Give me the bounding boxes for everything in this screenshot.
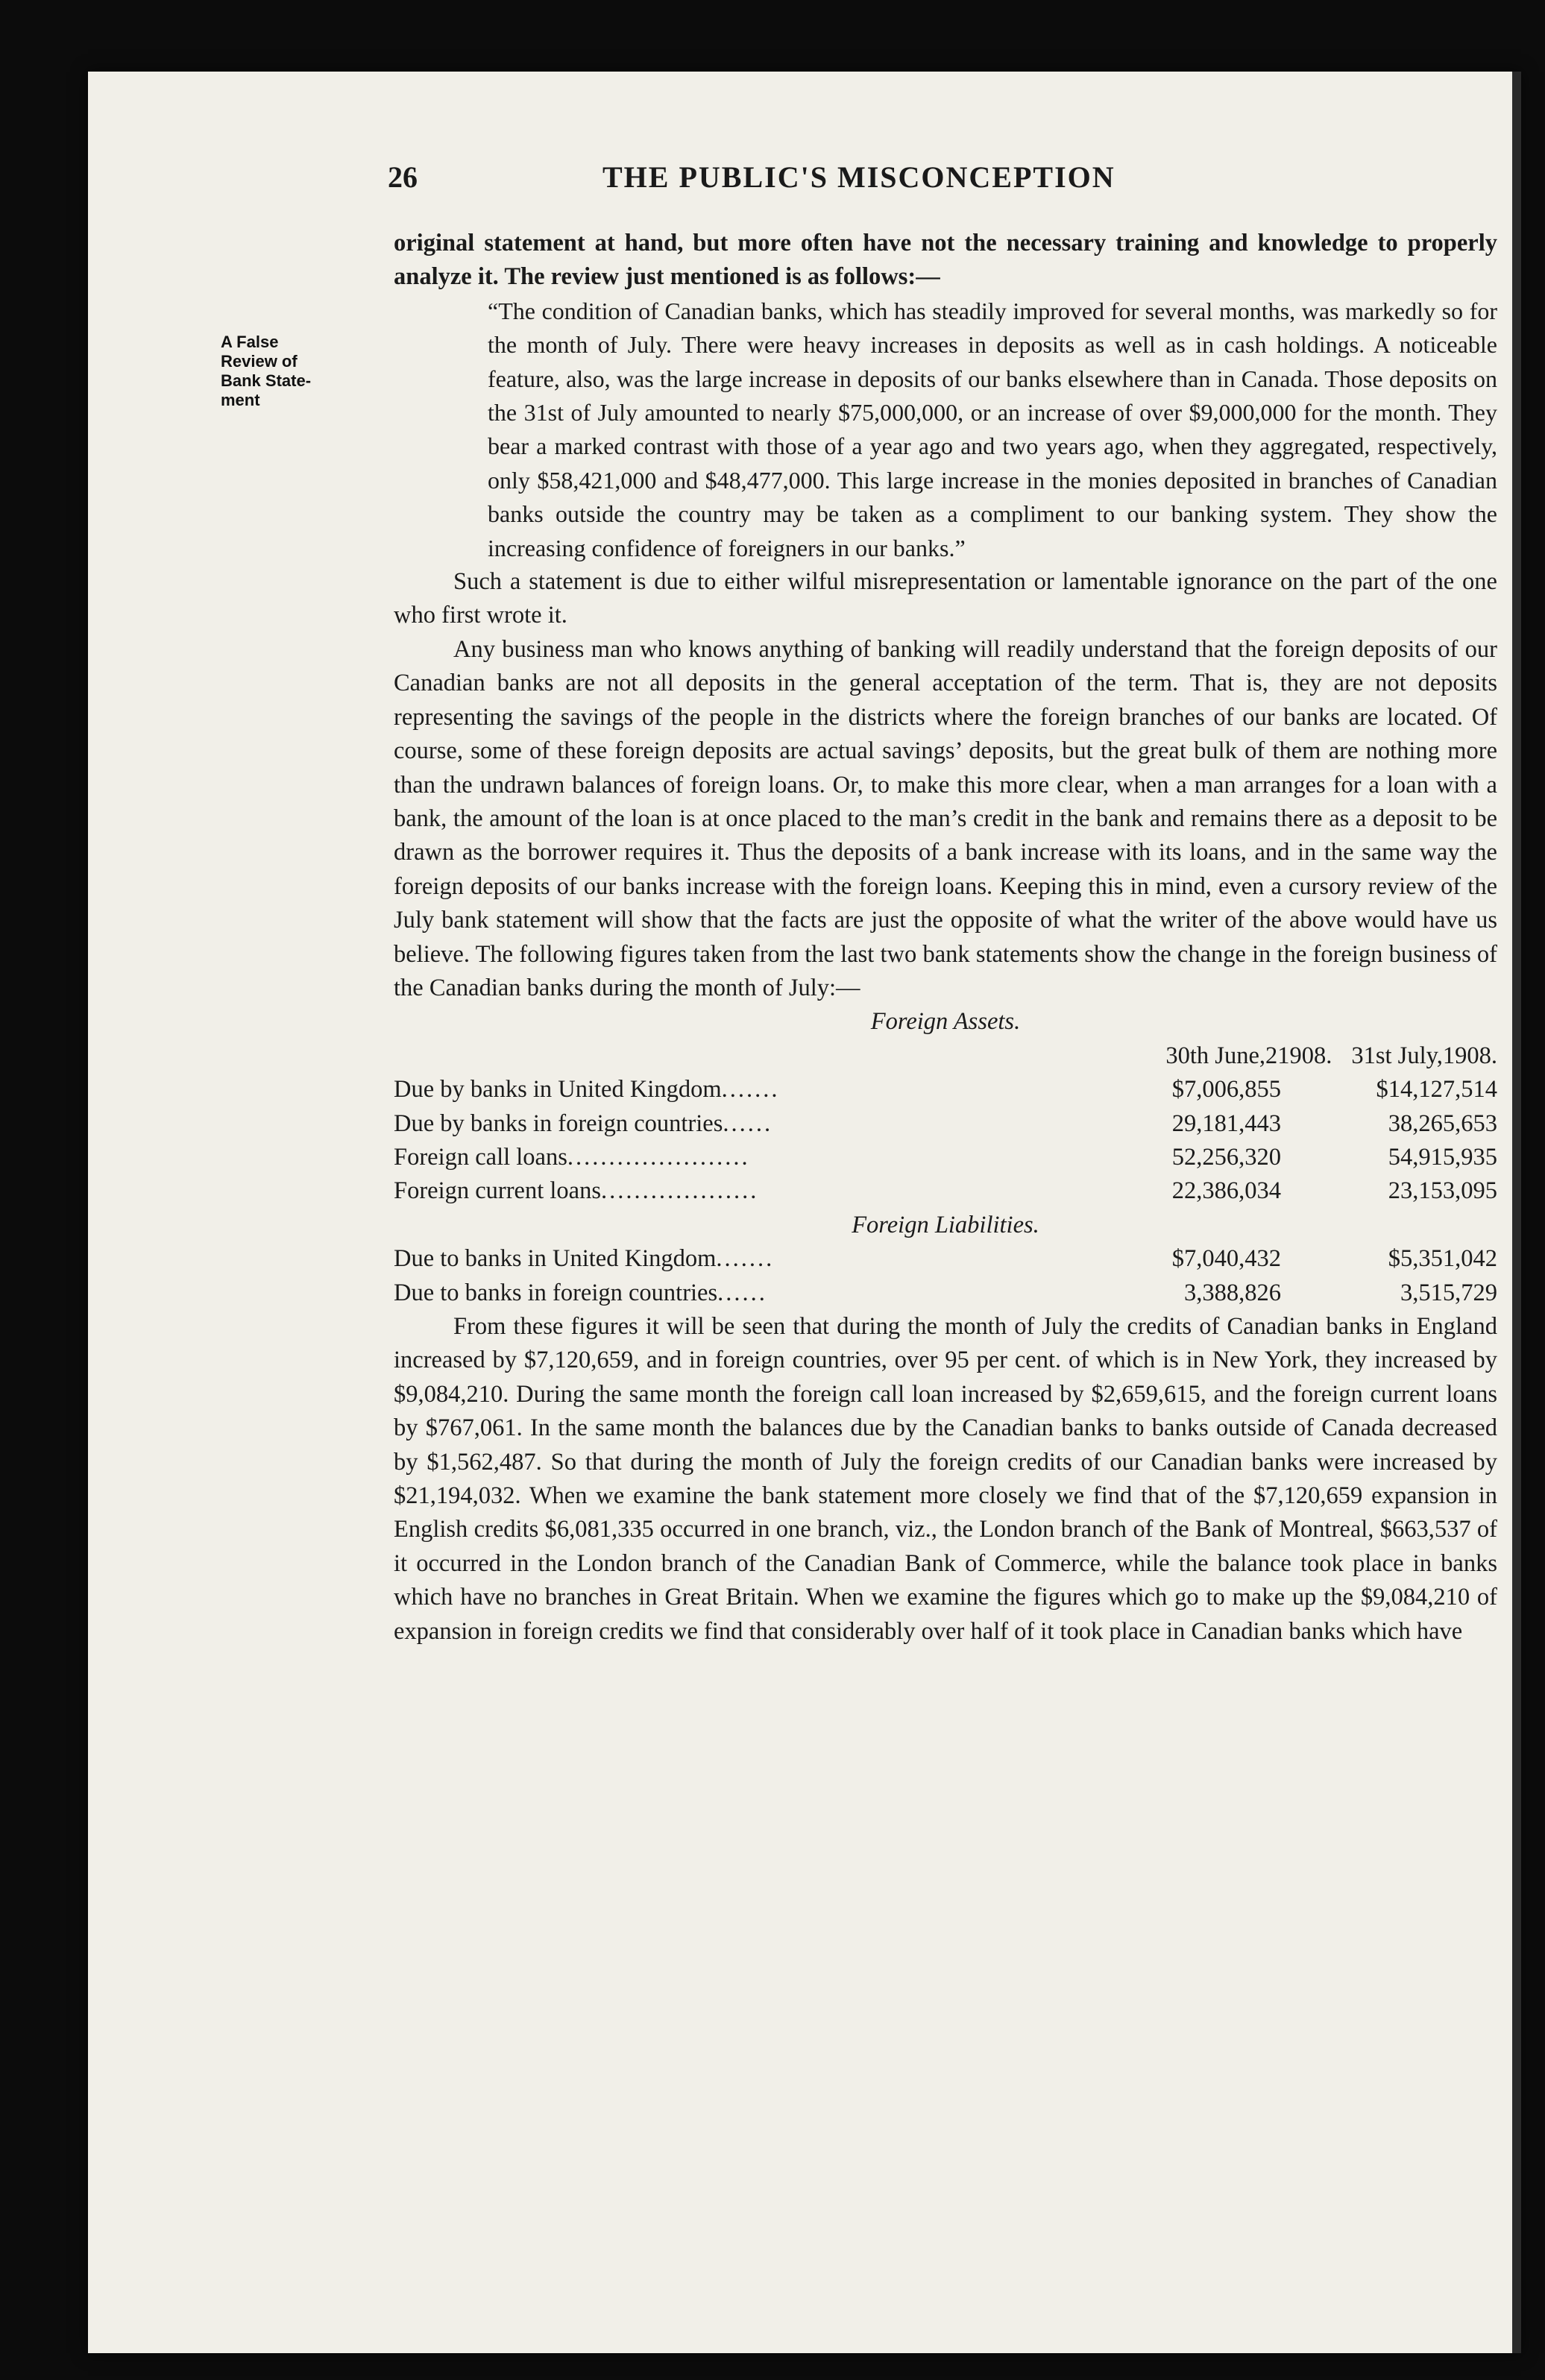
leader-dots: ....... xyxy=(716,1245,775,1273)
value-june: 52,256,320 xyxy=(1171,1143,1281,1171)
intro-paragraph: original statement at hand, but more often have not the necessary training and knowledge to properly analyze it. The review just mentioned is as follows:— xyxy=(394,230,1497,291)
page-header xyxy=(88,160,1521,204)
table-row xyxy=(394,1107,1497,1141)
paragraph: From these figures it will be seen that during the month of July the credits of Canadian banks in England increased by $7,120,659, and in foreign countries, over 95 per cent. of which is in New York, they increased by $9,084,210. During the same month the foreign call loan increased by $2,659,615, and the foreign current loans by $767,061. In the same month the balances due by the Canadian banks to banks outside of Canada decreased by $1,562,487. So that during the month of July the foreign credits of our Canadian banks were increased by $21,194,032. When we examine the bank statement more closely we find that of the $7,120,659 expansion in English credits $6,081,335 occurred in one branch, viz., the London branch of the Bank of Montreal, $663,537 of it occurred in the London branch of the Canadian Bank of Commerce, while the balance took place in banks which have no branches in Great Britain. When we examine the figures which go to make up the $9,084,210 of expansion in foreign credits we find that considerably over half of it took place in Canadian banks which have xyxy=(394,1313,1497,1645)
table-row xyxy=(394,1276,1497,1310)
leader-dots: ...... xyxy=(717,1279,767,1306)
margin-note-line: A False xyxy=(221,333,279,351)
leader-dots: ....... xyxy=(721,1076,780,1104)
value-june: 3,388,826 xyxy=(1184,1279,1281,1306)
paragraph: Any business man who knows anything of banking will readily understand that the foreign deposits of our Canadian banks are not all deposits in the general acceptation of the term. That is, they are not deposits representing the savings of the people in the districts where the foreign branches of our banks are located. Of course, some of these foreign deposits are actual savings’ deposits, but the great bulk of them are nothing more than the undrawn balances of foreign loans. Or, to make this more clear, when a man arranges for a loan with a bank, the amount of the loan is at once placed to the man’s credit in the bank and remains there as a deposit to be drawn as the borrower requires it. Thus the deposits of a bank increase with its loans, and in the same way the foreign deposits of our banks increase with the foreign loans. Keeping this in mind, even a cursory review of the July bank statement will show that the facts are just the opposite of what the writer of the above would have us believe. The following figures taken from the last two bank statements show the change in the foreign business of the Canadian banks during the month of July:— xyxy=(394,635,1497,1001)
value-july: 23,153,095 xyxy=(1388,1177,1497,1205)
value-july: 3,515,729 xyxy=(1400,1279,1497,1306)
table-row xyxy=(394,1242,1497,1276)
row-label: Foreign call loans xyxy=(394,1143,567,1171)
margin-note xyxy=(221,333,355,410)
row-label: Due by banks in foreign countries xyxy=(394,1109,723,1137)
leader-dots: ...... xyxy=(723,1109,773,1137)
value-june: $7,040,432 xyxy=(1171,1245,1281,1273)
row-label: Due to banks in United Kingdom xyxy=(394,1245,717,1273)
table-row xyxy=(394,1141,1497,1174)
liabilities-title: Foreign Liabilities. xyxy=(852,1211,1039,1238)
column-header: 31st July,1908. xyxy=(1351,1042,1497,1069)
leader-dots: ...................... xyxy=(567,1143,750,1171)
body-text xyxy=(394,227,1497,1649)
running-title: THE PUBLIC'S MISCONCEPTION xyxy=(602,160,1116,194)
margin-note-line: Review of xyxy=(221,352,298,371)
row-label: Foreign current loans xyxy=(394,1177,601,1205)
margin-note-line: Bank State- xyxy=(221,371,312,390)
table-row xyxy=(394,1174,1497,1208)
value-july: $14,127,514 xyxy=(1376,1076,1497,1104)
row-label: Due by banks in United Kingdom xyxy=(394,1076,722,1104)
book-page xyxy=(88,72,1521,2353)
value-july: $5,351,042 xyxy=(1388,1245,1497,1273)
value-june: 29,181,443 xyxy=(1171,1109,1281,1137)
paragraph: Such a statement is due to either wilful misrepresentation or lamentable ignorance on the part of the one who first wrote it. xyxy=(394,568,1497,629)
column-header: 30th June,21908. xyxy=(1165,1042,1332,1069)
table-row xyxy=(394,1073,1497,1106)
value-july: 54,915,935 xyxy=(1388,1143,1497,1171)
binding-edge xyxy=(1512,72,1521,2353)
row-label: Due to banks in foreign countries xyxy=(394,1279,718,1306)
leader-dots: ................... xyxy=(600,1177,759,1205)
assets-title: Foreign Assets. xyxy=(870,1008,1021,1036)
value-june: 22,386,034 xyxy=(1171,1177,1281,1205)
value-june: $7,006,855 xyxy=(1171,1076,1281,1104)
value-july: 38,265,653 xyxy=(1388,1109,1497,1137)
page-number: 26 xyxy=(388,160,418,194)
margin-note-line: ment xyxy=(221,391,260,409)
quoted-review: “The condition of Canadian banks, which has steadily improved for several months, was markedly so for the month of July. There were heavy increases in deposits as well as in cash holdings. A noticeable feature, also, was the large increase in deposits of our banks elsewhere than in Canada. Those deposits on the 31st of July amounted to nearly $75,000,000, or an increase of over $9,000,000 for the month. They bear a marked contrast with those of a year ago and two years ago, when they aggregated, respectively, only $58,421,000 and $48,477,000. This large increase in the monies deposited in branches of Canadian banks outside the country may be taken as a compliment to our banking system. They show the increasing confidence of foreigners in our banks.” xyxy=(488,297,1497,561)
table-column-headers xyxy=(394,1039,1497,1073)
figures-table xyxy=(394,1005,1497,1310)
